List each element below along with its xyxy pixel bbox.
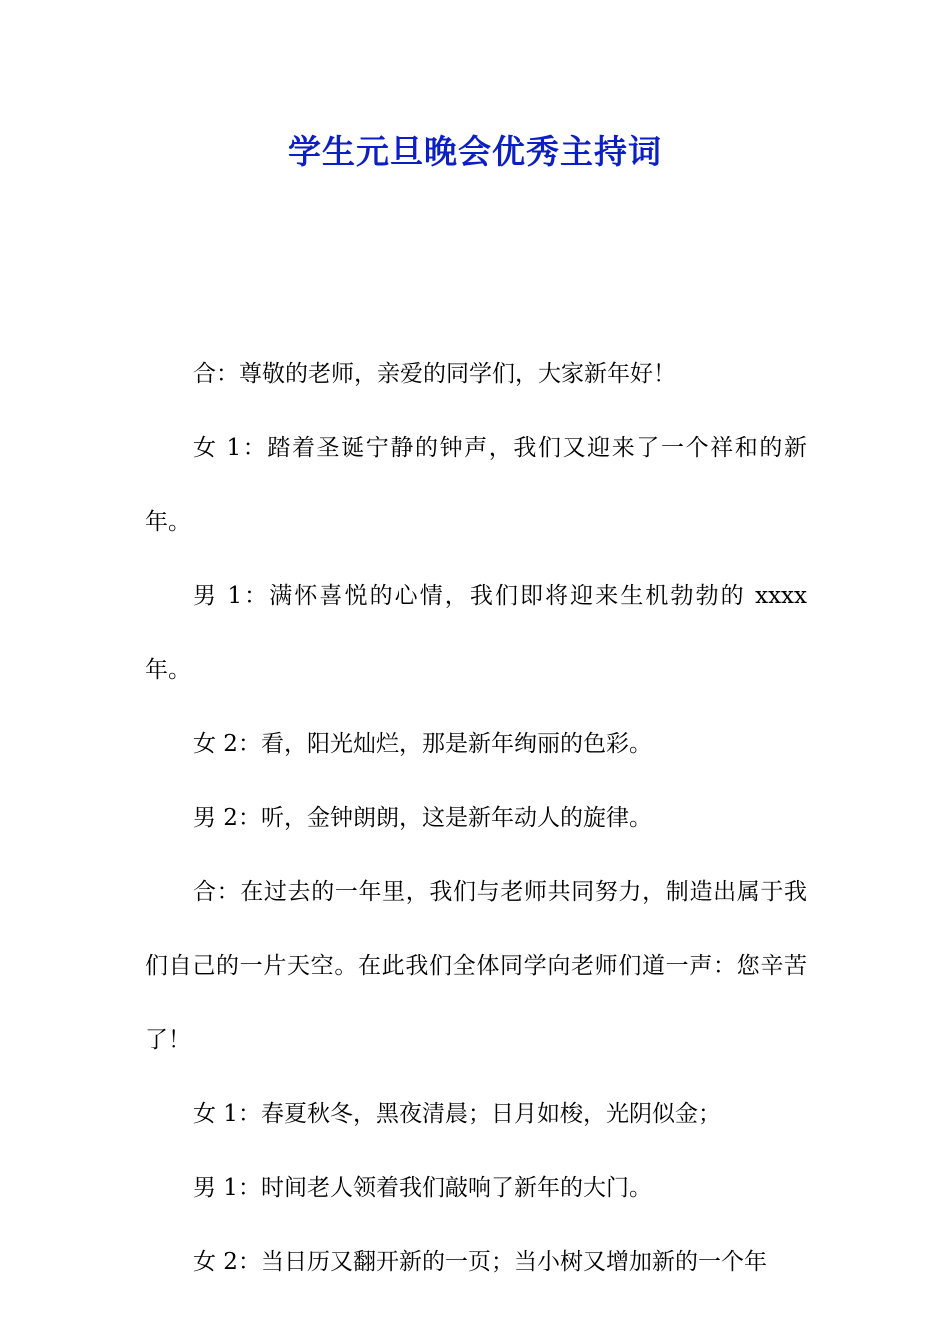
paragraph-4: 女 2：看，阳光灿烂，那是新年绚丽的色彩。 — [193, 731, 652, 757]
paragraph-8: 男 1：时间老人领着我们敲响了新年的大门。 — [193, 1175, 652, 1201]
paragraph-9: 女 2：当日历又翻开新的一页；当小树又增加新的一个年 — [193, 1249, 767, 1275]
document-body — [145, 337, 807, 1299]
paragraph-5: 男 2：听，金钟朗朗，这是新年动人的旋律。 — [193, 805, 652, 831]
paragraph-1: 合：尊敬的老师，亲爱的同学们，大家新年好！ — [193, 361, 676, 387]
paragraph-3: 男 1：满怀喜悦的心情，我们即将迎来生机勃勃的 xxxx 年。 — [145, 583, 807, 683]
document-title: 学生元旦晚会优秀主持词 — [288, 132, 662, 171]
paragraph-6: 合：在过去的一年里，我们与老师共同努力，制造出属于我们自己的一片天空。在此我们全体同学向老师们道一声：您辛苦了！ — [145, 879, 807, 1053]
paragraph-7: 女 1：春夏秋冬，黑夜清晨；日月如梭，光阴似金； — [193, 1101, 721, 1127]
paragraph-2: 女 1：踏着圣诞宁静的钟声，我们又迎来了一个祥和的新年。 — [145, 435, 807, 535]
